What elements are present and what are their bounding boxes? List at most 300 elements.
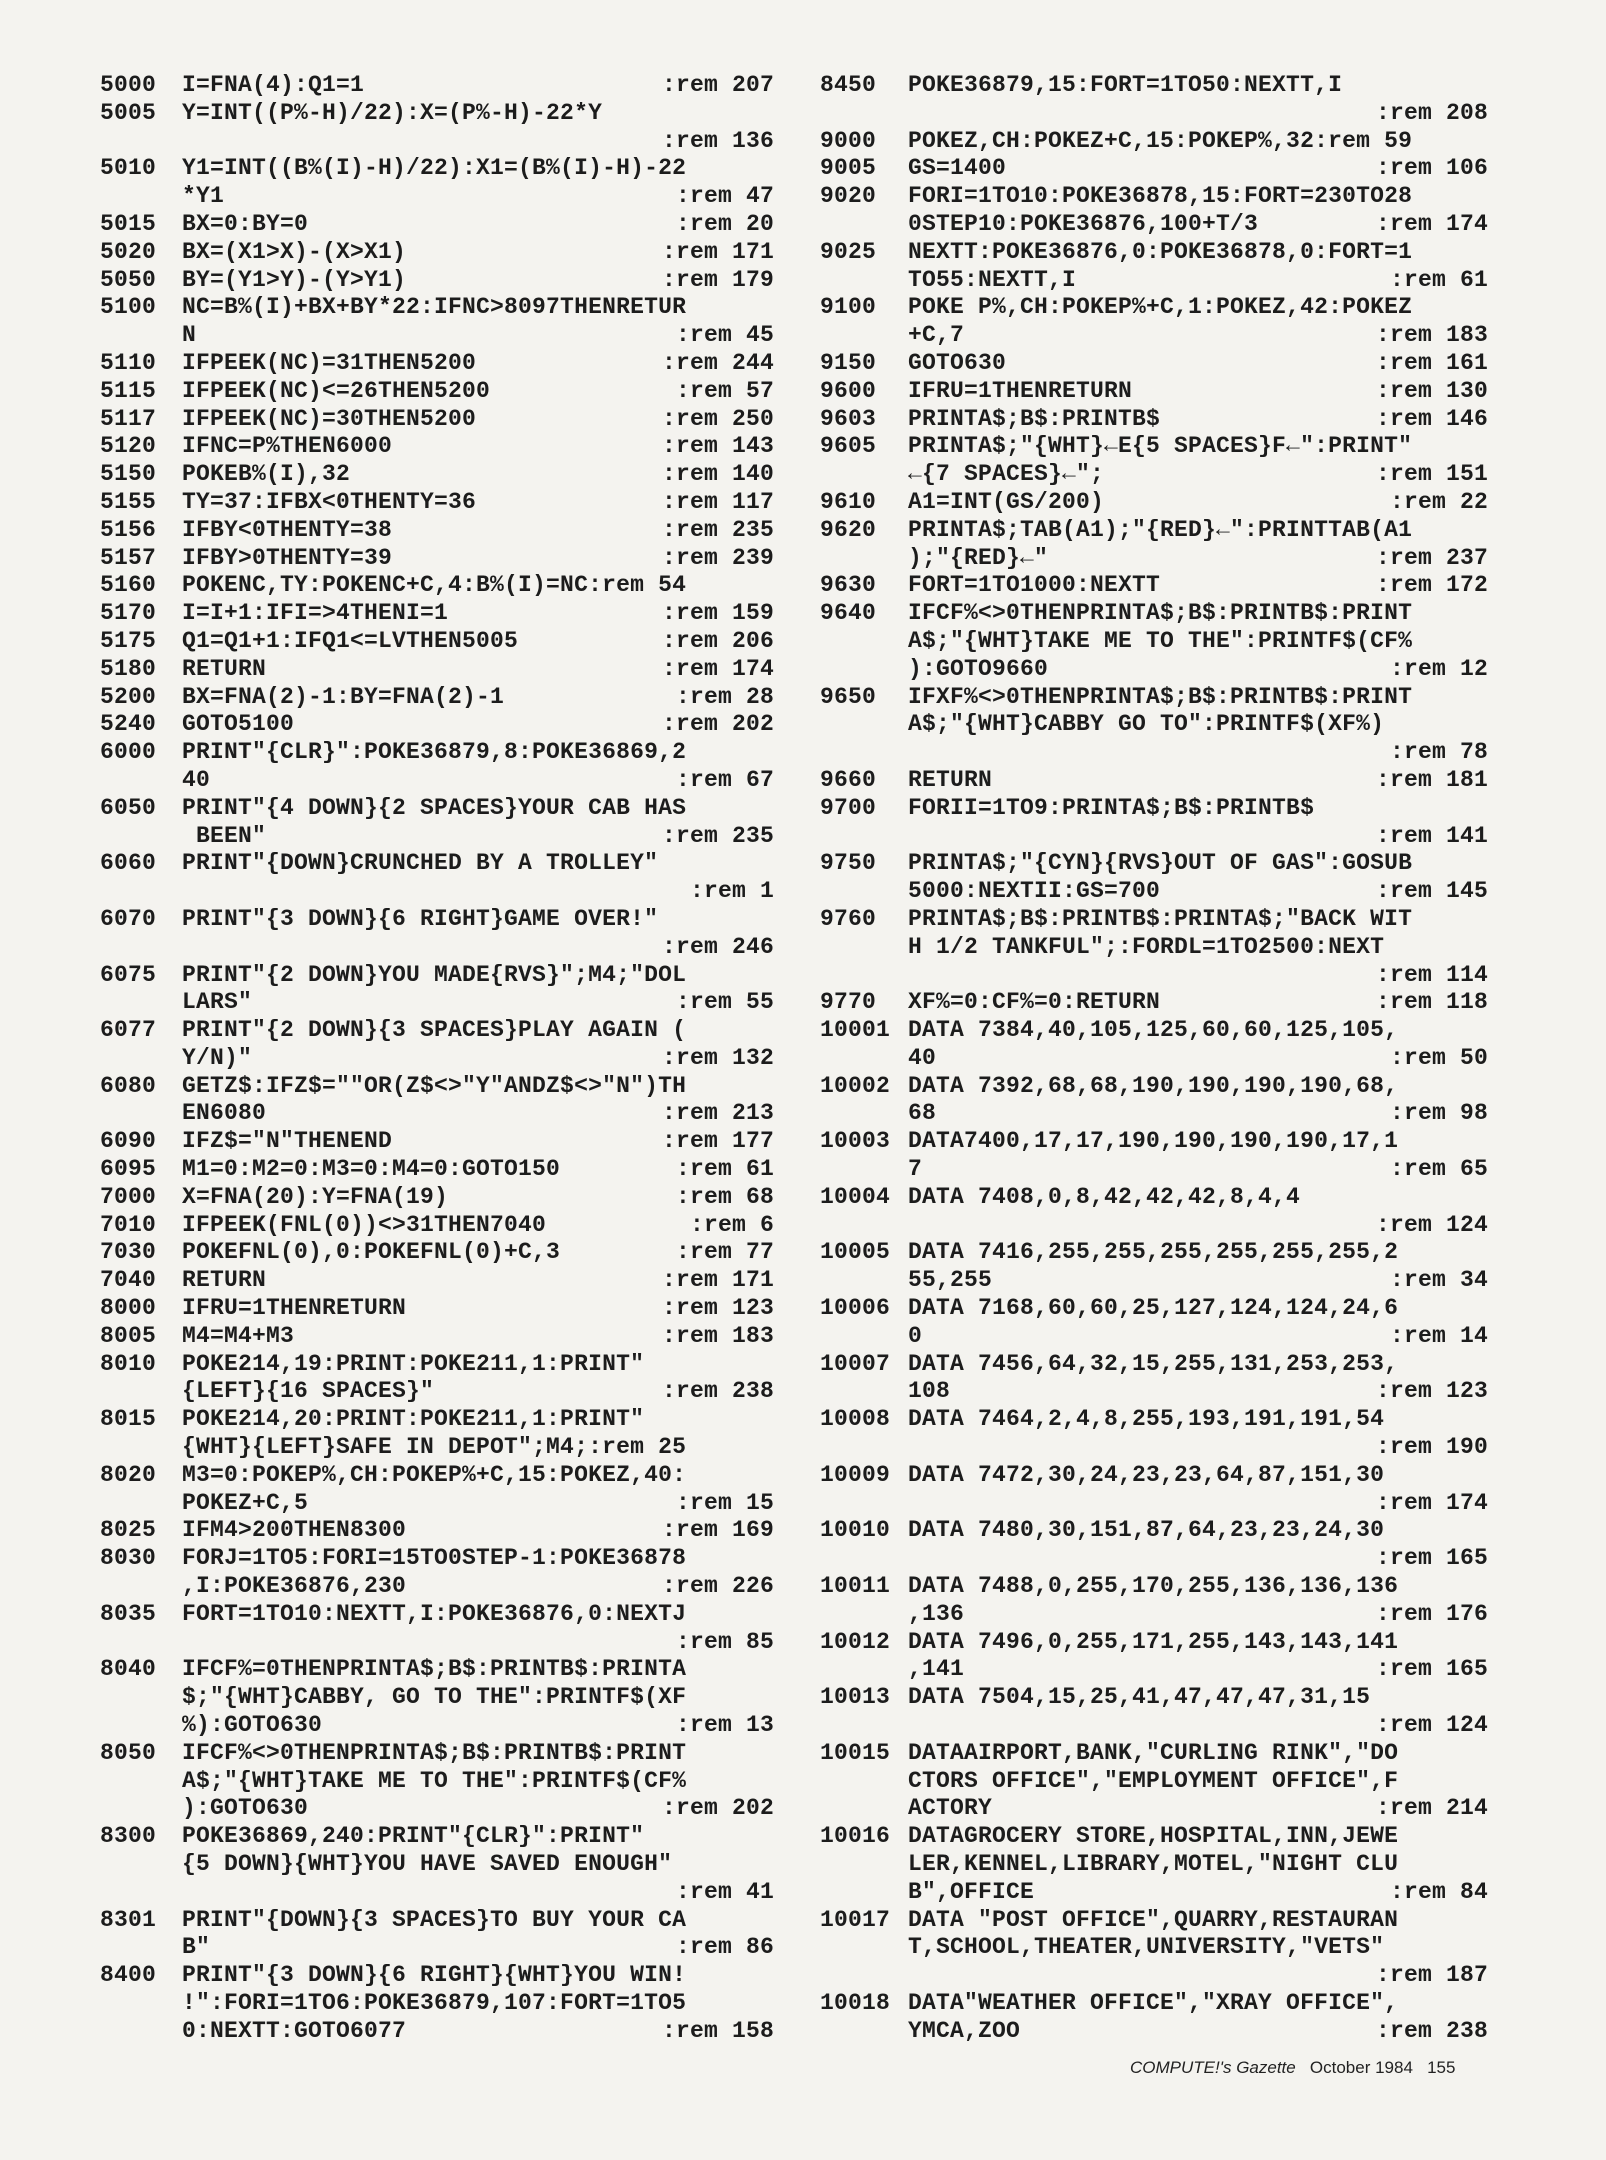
rem-checksum: :rem 165 [1375, 1656, 1488, 1683]
line-number: 5200 [100, 683, 157, 710]
rem-checksum: :rem 123 [1375, 1378, 1488, 1405]
line-number: 5150 [100, 461, 157, 488]
code-text: BY=(Y1>Y)-(Y>Y1) [182, 266, 407, 293]
line-number: 9630 [820, 572, 877, 599]
code-line [820, 406, 1500, 434]
code-line [100, 962, 786, 990]
rem-checksum: :rem 187 [1375, 1962, 1488, 1989]
code-text: POKE214,20:PRINT:POKE211,1:PRINT" [182, 1406, 645, 1433]
code-text: PRINTA$;"{CYN}{RVS}OUT OF GAS":GOSUB [908, 850, 1413, 877]
line-number: 8030 [100, 1545, 157, 1572]
code-text: NEXTT:POKE36876,0:POKE36878,0:FORT=1 [908, 238, 1413, 265]
code-line [100, 684, 786, 712]
line-number: 10012 [820, 1628, 891, 1655]
line-number: 5175 [100, 627, 157, 654]
code-text: A1=INT(GS/200) [908, 488, 1105, 515]
code-text: FORJ=1TO5:FORI=15TO0STEP-1:POKE36878 [182, 1545, 687, 1572]
code-text: NC=B%(I)+BX+BY*22:IFNC>8097THENRETUR [182, 294, 687, 321]
line-number: 9000 [820, 127, 877, 154]
line-number: 5100 [100, 294, 157, 321]
code-line [820, 1851, 1500, 1879]
code-line [820, 850, 1500, 878]
code-text: POKE P%,CH:POKEP%+C,1:POKEZ,42:POKEZ [908, 294, 1413, 321]
code-line [100, 406, 786, 434]
rem-checksum: :rem 106 [1375, 155, 1488, 182]
code-text: ,141 [908, 1656, 965, 1683]
code-text: GOTO630 [908, 349, 1007, 376]
code-line [820, 711, 1500, 739]
rem-checksum: :rem 57 [675, 377, 774, 404]
code-line [820, 1545, 1500, 1573]
rem-checksum: :rem 123 [661, 1295, 774, 1322]
code-line [820, 572, 1500, 600]
code-text: DATA 7168,60,60,25,127,124,124,24,6 [908, 1295, 1399, 1322]
rem-checksum: :rem 174 [1375, 1489, 1488, 1516]
line-number: 8400 [100, 1962, 157, 1989]
rem-checksum: :rem 130 [1375, 377, 1488, 404]
line-number: 10008 [820, 1406, 891, 1433]
code-text: A$;"{WHT}TAKE ME TO THE":PRINTF$(CF% [182, 1767, 687, 1794]
code-line [100, 1212, 786, 1240]
code-text: PRINT"{4 DOWN}{2 SPACES}YOUR CAB HAS [182, 794, 687, 821]
line-number: 9650 [820, 683, 877, 710]
code-text: {WHT}{LEFT}SAFE IN DEPOT";M4;:rem 25 [182, 1434, 687, 1461]
code-text: TO55:NEXTT,I [908, 266, 1077, 293]
line-number: 6070 [100, 905, 157, 932]
rem-checksum: :rem 1 [689, 878, 774, 905]
code-text: RETURN [182, 1267, 267, 1294]
code-text: FORT=1TO10:NEXTT,I:POKE36876,0:NEXTJ [182, 1600, 687, 1627]
line-number: 9760 [820, 905, 877, 932]
code-line [100, 1017, 786, 1045]
line-number: 5010 [100, 155, 157, 182]
code-line [820, 322, 1500, 350]
code-text: PRINTA$;B$:PRINTB$:PRINTA$;"BACK WIT [908, 905, 1413, 932]
rem-checksum: :rem 55 [675, 989, 774, 1016]
code-line [100, 1351, 786, 1379]
code-line [820, 1184, 1500, 1212]
rem-checksum: :rem 141 [1375, 822, 1488, 849]
rem-checksum: :rem 179 [661, 266, 774, 293]
code-line [820, 1212, 1500, 1240]
rem-checksum: :rem 145 [1375, 878, 1488, 905]
code-line [820, 962, 1500, 990]
code-text: {LEFT}{16 SPACES}" [182, 1378, 435, 1405]
rem-checksum: :rem 235 [661, 516, 774, 543]
rem-checksum: :rem 77 [675, 1239, 774, 1266]
code-line [820, 1267, 1500, 1295]
code-line [820, 1907, 1500, 1935]
code-text: CTORS OFFICE","EMPLOYMENT OFFICE",F [908, 1767, 1399, 1794]
line-number: 5180 [100, 655, 157, 682]
code-line [100, 1740, 786, 1768]
rem-checksum: :rem 226 [661, 1573, 774, 1600]
code-line [820, 1879, 1500, 1907]
rem-checksum: :rem 85 [675, 1628, 774, 1655]
code-line [100, 1712, 786, 1740]
line-number: 5120 [100, 433, 157, 460]
code-line [820, 684, 1500, 712]
rem-checksum: :rem 15 [675, 1489, 774, 1516]
code-text: IFXF%<>0THENPRINTA$;B$:PRINTB$:PRINT [908, 683, 1413, 710]
code-line [100, 1434, 786, 1462]
rem-checksum: :rem 86 [675, 1934, 774, 1961]
code-line [100, 1601, 786, 1629]
code-line [820, 350, 1500, 378]
rem-checksum: :rem 202 [661, 1795, 774, 1822]
code-line [820, 1434, 1500, 1462]
code-text: Y=INT((P%-H)/22):X=(P%-H)-22*Y [182, 99, 603, 126]
code-line [100, 1239, 786, 1267]
rem-checksum: :rem 161 [1375, 349, 1488, 376]
line-number: 9640 [820, 600, 877, 627]
code-text: IFCF%=0THENPRINTA$;B$:PRINTB$:PRINTA [182, 1656, 687, 1683]
rem-checksum: :rem 143 [661, 433, 774, 460]
code-line [820, 1990, 1500, 2018]
code-text: 68 [908, 1100, 937, 1127]
line-number: 5160 [100, 572, 157, 599]
code-line [100, 433, 786, 461]
code-line [100, 1656, 786, 1684]
line-number: 6080 [100, 1072, 157, 1099]
line-number: 5170 [100, 600, 157, 627]
line-number: 8035 [100, 1600, 157, 1627]
line-number: 8050 [100, 1739, 157, 1766]
code-line [100, 878, 786, 906]
line-number: 10007 [820, 1350, 891, 1377]
code-line [100, 1851, 786, 1879]
code-line [100, 517, 786, 545]
code-line [100, 267, 786, 295]
rem-checksum: :rem 20 [675, 210, 774, 237]
code-text: POKEB%(I),32 [182, 461, 351, 488]
code-text: 0:NEXTT:GOTO6077 [182, 2017, 407, 2044]
rem-checksum: :rem 250 [661, 405, 774, 432]
code-text: !":FORI=1TO6:POKE36879,107:FORT=1TO5 [182, 1989, 687, 2016]
line-number: 8005 [100, 1322, 157, 1349]
line-number: 5015 [100, 210, 157, 237]
code-text: PRINTA$;B$:PRINTB$ [908, 405, 1161, 432]
line-number: 8015 [100, 1406, 157, 1433]
rem-checksum: :rem 165 [1375, 1545, 1488, 1572]
line-number: 8000 [100, 1295, 157, 1322]
code-text: PRINT"{3 DOWN}{6 RIGHT}GAME OVER!" [182, 905, 659, 932]
line-number: 9620 [820, 516, 877, 543]
code-text: IFPEEK(NC)=31THEN5200 [182, 349, 477, 376]
rem-checksum: :rem 190 [1375, 1434, 1488, 1461]
code-line [100, 1684, 786, 1712]
code-line [100, 128, 786, 156]
code-text: DATA 7392,68,68,190,190,190,190,68, [908, 1072, 1399, 1099]
code-text: DATA 7456,64,32,15,255,131,253,253, [908, 1350, 1399, 1377]
code-line [820, 934, 1500, 962]
code-text: PRINTA$;"{WHT}←E{5 SPACES}F←":PRINT" [908, 433, 1413, 460]
code-text: +C,7 [908, 322, 965, 349]
line-number: 8450 [820, 72, 877, 98]
line-number: 8300 [100, 1823, 157, 1850]
code-text: DATA 7464,2,4,8,255,193,191,191,54 [908, 1406, 1385, 1433]
code-line [100, 1045, 786, 1073]
line-number: 6075 [100, 961, 157, 988]
code-text: RETURN [908, 766, 993, 793]
code-text: %):GOTO630 [182, 1712, 323, 1739]
code-line [100, 1990, 786, 2018]
rem-checksum: :rem 117 [661, 488, 774, 515]
line-number: 9150 [820, 349, 877, 376]
code-text: DATA 7488,0,255,170,255,136,136,136 [908, 1573, 1399, 1600]
rem-checksum: :rem 114 [1375, 961, 1488, 988]
rem-checksum: :rem 50 [1389, 1044, 1488, 1071]
line-number: 5005 [100, 99, 157, 126]
code-line [820, 517, 1500, 545]
code-line [100, 795, 786, 823]
code-text: ,I:POKE36876,230 [182, 1573, 407, 1600]
rem-checksum: :rem 13 [675, 1712, 774, 1739]
code-line [820, 433, 1500, 461]
code-text: DATA 7416,255,255,255,255,255,255,2 [908, 1239, 1399, 1266]
line-number: 8020 [100, 1461, 157, 1488]
code-line [820, 211, 1500, 239]
code-text: X=FNA(20):Y=FNA(19) [182, 1183, 449, 1210]
rem-checksum: :rem 235 [661, 822, 774, 849]
line-number: 7010 [100, 1211, 157, 1238]
code-line [100, 711, 786, 739]
code-text: A$;"{WHT}CABBY GO TO":PRINTF$(XF%) [908, 711, 1385, 738]
code-line [820, 461, 1500, 489]
code-text: POKEZ,CH:POKEZ+C,15:POKEP%,32:rem 59 [908, 127, 1413, 154]
rem-checksum: :rem 151 [1375, 461, 1488, 488]
code-line [100, 1879, 786, 1907]
code-line [820, 489, 1500, 517]
rem-checksum: :rem 22 [1389, 488, 1488, 515]
line-number: 7040 [100, 1267, 157, 1294]
line-number: 9605 [820, 433, 877, 460]
code-line [820, 183, 1500, 211]
line-number: 10003 [820, 1128, 891, 1155]
rem-checksum: :rem 158 [661, 2017, 774, 2044]
code-text: DATAGROCERY STORE,HOSPITAL,INN,JEWE [908, 1823, 1399, 1850]
line-number: 10009 [820, 1461, 891, 1488]
line-number: 10017 [820, 1906, 891, 1933]
code-text: DATA7400,17,17,190,190,190,190,17,1 [908, 1128, 1399, 1155]
rem-checksum: :rem 183 [661, 1322, 774, 1349]
code-line [820, 1740, 1500, 1768]
rem-checksum: :rem 176 [1375, 1600, 1488, 1627]
code-text: FORI=1TO10:POKE36878,15:FORT=230TO28 [908, 183, 1413, 210]
code-line [100, 1184, 786, 1212]
code-line [820, 1156, 1500, 1184]
code-text: M1=0:M2=0:M3=0:M4=0:GOTO150 [182, 1156, 561, 1183]
code-line [820, 1656, 1500, 1684]
code-line [100, 350, 786, 378]
rem-checksum: :rem 207 [661, 72, 774, 98]
code-text: IFNC=P%THEN6000 [182, 433, 393, 460]
code-text: {5 DOWN}{WHT}YOU HAVE SAVED ENOUGH" [182, 1851, 673, 1877]
code-line [100, 461, 786, 489]
code-text: DATA "POST OFFICE",QUARRY,RESTAURAN [908, 1906, 1399, 1933]
line-number: 8010 [100, 1350, 157, 1377]
code-line [820, 1351, 1500, 1379]
code-line [820, 878, 1500, 906]
line-number: 10010 [820, 1517, 891, 1544]
code-line [100, 239, 786, 267]
rem-checksum: :rem 171 [661, 1267, 774, 1294]
line-number: 6050 [100, 794, 157, 821]
code-line [820, 656, 1500, 684]
line-number: 9005 [820, 155, 877, 182]
code-text: IFPEEK(NC)<=26THEN5200 [182, 377, 491, 404]
rem-checksum: :rem 98 [1389, 1100, 1488, 1127]
rem-checksum: :rem 146 [1375, 405, 1488, 432]
line-number: 10005 [820, 1239, 891, 1266]
rem-checksum: :rem 78 [1389, 739, 1488, 766]
code-line [820, 600, 1500, 628]
code-line [100, 155, 786, 183]
code-line [820, 294, 1500, 322]
rem-checksum: :rem 206 [661, 627, 774, 654]
rem-checksum: :rem 238 [661, 1378, 774, 1405]
rem-checksum: :rem 45 [675, 322, 774, 349]
rem-checksum: :rem 118 [1375, 989, 1488, 1016]
code-text: POKE214,19:PRINT:POKE211,1:PRINT" [182, 1350, 645, 1377]
line-number: 10004 [820, 1183, 891, 1210]
line-number: 9600 [820, 377, 877, 404]
line-number: 8301 [100, 1906, 157, 1933]
line-number: 5115 [100, 377, 157, 404]
code-text: BX=FNA(2)-1:BY=FNA(2)-1 [182, 683, 505, 710]
code-text: GS=1400 [908, 155, 1007, 182]
line-number: 5050 [100, 266, 157, 293]
line-number: 9770 [820, 989, 877, 1016]
code-text: M3=0:POKEP%,CH:POKEP%+C,15:POKEZ,40: [182, 1461, 687, 1488]
code-line [820, 767, 1500, 795]
code-text: DATA 7408,0,8,42,42,42,8,4,4 [908, 1183, 1301, 1210]
code-line [100, 1545, 786, 1573]
code-line [820, 1684, 1500, 1712]
code-text: RETURN [182, 655, 267, 682]
code-line [100, 1490, 786, 1518]
code-line [100, 934, 786, 962]
code-text: IFCF%<>0THENPRINTA$;B$:PRINTB$:PRINT [908, 600, 1413, 627]
code-text: A$;"{WHT}TAKE ME TO THE":PRINTF$(CF% [908, 627, 1413, 654]
code-text: Y/N)" [182, 1044, 253, 1071]
code-line [820, 1378, 1500, 1406]
code-text: YMCA,ZOO [908, 2017, 1021, 2044]
code-text: DATAAIRPORT,BANK,"CURLING RINK","DO [908, 1739, 1399, 1766]
rem-checksum: :rem 124 [1375, 1211, 1488, 1238]
rem-checksum: :rem 34 [1389, 1267, 1488, 1294]
code-line [100, 378, 786, 406]
line-number: 8040 [100, 1656, 157, 1683]
code-line [100, 1378, 786, 1406]
rem-checksum: :rem 171 [661, 238, 774, 265]
line-number: 10016 [820, 1823, 891, 1850]
code-line [100, 211, 786, 239]
code-line [820, 1629, 1500, 1657]
code-text: DATA 7480,30,151,87,64,23,23,24,30 [908, 1517, 1385, 1544]
code-text: DATA 7384,40,105,125,60,60,125,105, [908, 1017, 1399, 1044]
line-number: 5157 [100, 544, 157, 571]
line-number: 7030 [100, 1239, 157, 1266]
code-text: 0STEP10:POKE36876,100+T/3 [908, 210, 1259, 237]
code-line [820, 72, 1500, 100]
line-number: 6090 [100, 1128, 157, 1155]
code-line [820, 795, 1500, 823]
line-number: 5020 [100, 238, 157, 265]
code-text: XF%=0:CF%=0:RETURN [908, 989, 1161, 1016]
rem-checksum: :rem 65 [1389, 1156, 1488, 1183]
code-text: I=I+1:IFI=>4THENI=1 [182, 600, 449, 627]
code-text: TY=37:IFBX<0THENTY=36 [182, 488, 477, 515]
code-text: BEEN" [182, 822, 267, 849]
code-line [820, 1712, 1500, 1740]
code-text: IFPEEK(FNL(0))<>31THEN7040 [182, 1211, 547, 1238]
code-line [820, 906, 1500, 934]
rem-checksum: :rem 177 [661, 1128, 774, 1155]
code-line [820, 267, 1500, 295]
code-line [100, 1934, 786, 1962]
code-text: PRINTA$;TAB(A1);"{RED}←":PRINTTAB(A1 [908, 516, 1413, 543]
line-number: 6060 [100, 850, 157, 877]
code-line [100, 600, 786, 628]
rem-checksum: :rem 174 [1375, 210, 1488, 237]
rem-checksum: :rem 61 [675, 1156, 774, 1183]
rem-checksum: :rem 214 [1375, 1795, 1488, 1822]
code-line [100, 1517, 786, 1545]
code-line [820, 239, 1500, 267]
rem-checksum: :rem 183 [1375, 322, 1488, 349]
code-text: PRINT"{DOWN}CRUNCHED BY A TROLLEY" [182, 850, 659, 877]
code-line [820, 1073, 1500, 1101]
code-text: PRINT"{2 DOWN}{3 SPACES}PLAY AGAIN ( [182, 1017, 687, 1044]
code-text: ←{7 SPACES}←"; [908, 461, 1105, 488]
code-line [100, 572, 786, 600]
code-text: FORT=1TO1000:NEXTT [908, 572, 1161, 599]
code-text: POKE36869,240:PRINT"{CLR}":PRINT" [182, 1823, 645, 1850]
line-number: 10015 [820, 1739, 891, 1766]
code-line [100, 1907, 786, 1935]
code-line [820, 1100, 1500, 1128]
code-text: H 1/2 TANKFUL";:FORDL=1TO2500:NEXT [908, 933, 1385, 960]
line-number: 9025 [820, 238, 877, 265]
code-line [820, 2018, 1500, 2046]
line-number: 10018 [820, 1989, 891, 2016]
code-line [100, 2018, 786, 2046]
code-line [100, 850, 786, 878]
code-line [820, 739, 1500, 767]
line-number: 9020 [820, 183, 877, 210]
code-text: BX=(X1>X)-(X>X1) [182, 238, 407, 265]
rem-checksum: :rem 237 [1375, 544, 1488, 571]
line-number: 5155 [100, 488, 157, 515]
code-text: POKEFNL(0),0:POKEFNL(0)+C,3 [182, 1239, 561, 1266]
code-line [100, 1962, 786, 1990]
code-text: IFM4>200THEN8300 [182, 1517, 407, 1544]
code-line [100, 294, 786, 322]
code-text: I=FNA(4):Q1=1 [182, 72, 365, 98]
code-text: $;"{WHT}CABBY, GO TO THE":PRINTF$(XF [182, 1684, 687, 1711]
code-text: IFPEEK(NC)=30THEN5200 [182, 405, 477, 432]
rem-checksum: :rem 136 [661, 127, 774, 154]
code-text: POKEZ+C,5 [182, 1489, 309, 1516]
code-line [100, 1100, 786, 1128]
code-line [100, 183, 786, 211]
issue-date: October 1984 [1309, 2058, 1413, 2077]
code-text: );"{RED}←" [908, 544, 1049, 571]
line-number: 5110 [100, 349, 157, 376]
line-number: 5117 [100, 405, 157, 432]
rem-checksum: :rem 202 [661, 711, 774, 738]
